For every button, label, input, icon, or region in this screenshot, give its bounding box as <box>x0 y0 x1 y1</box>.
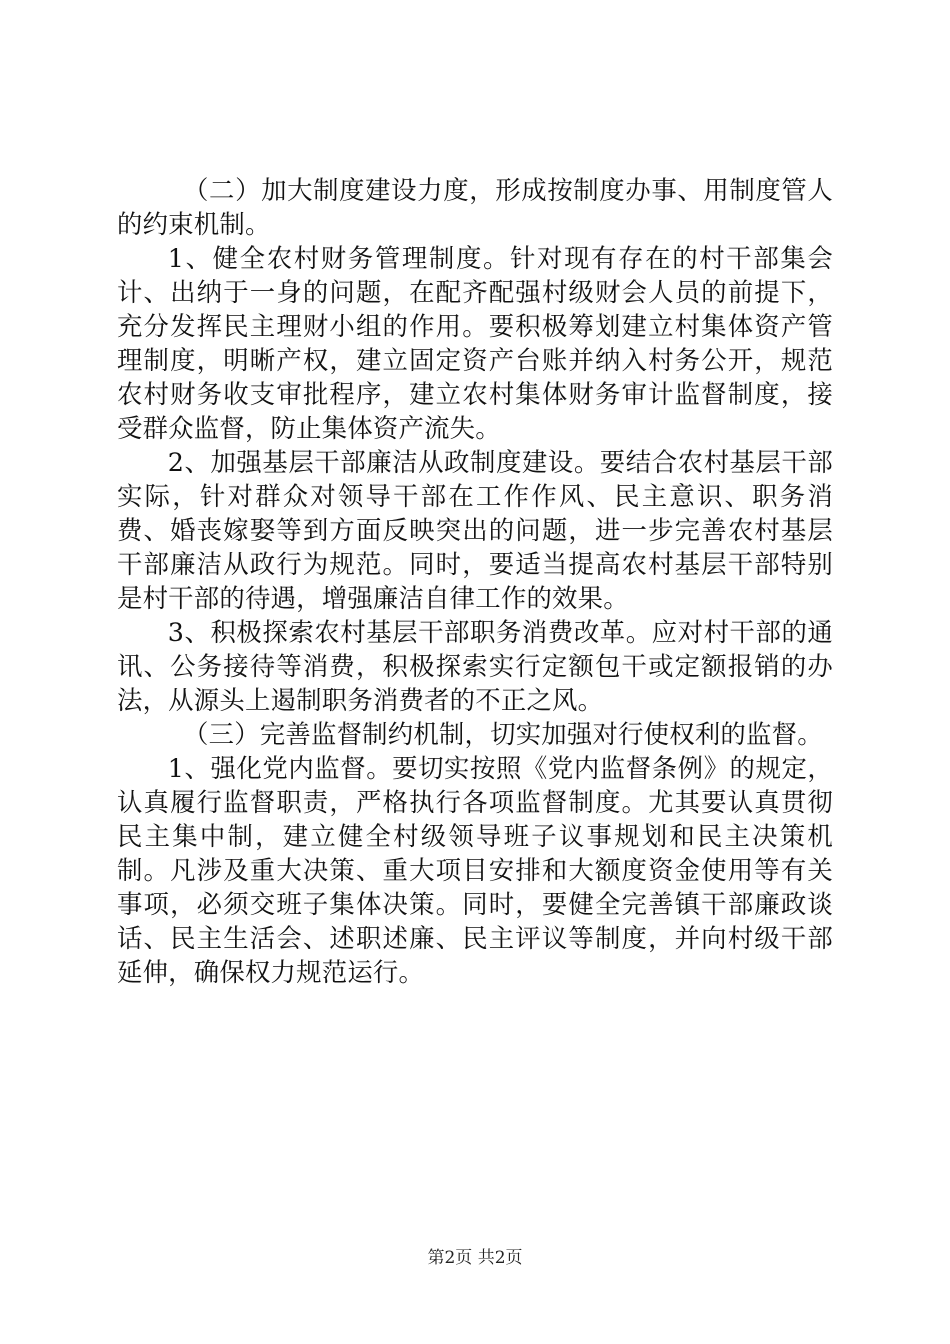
section-heading-two: （二）加大制度建设力度，形成按制度办事、用制度管人的约束机制。 <box>117 175 833 239</box>
paragraph-consumption-reform: 3、积极探索农村基层干部职务消费改革。应对村干部的通讯、公务接待等消费，积极探索实行定额包干或定额报销的办法，从源头上遏制职务消费者的不正之风。 <box>117 617 833 715</box>
document-body <box>117 173 833 989</box>
section-heading-three: （三）完善监督制约机制，切实加强对行使权利的监督。 <box>183 719 823 749</box>
paragraph-finance-system: 1、健全农村财务管理制度。针对现有存在的村干部集会计、出纳于一身的问题，在配齐配强村级财会人员的前提下，充分发挥民主理财小组的作用。要积极筹划建立村集体资产管理制度，明晰产权，建立固定资产台账并纳入村务公开，规范农村财务收支审批程序，建立农村集体财务审计监督制度，接受群众监督，防止集体资产流失。 <box>117 243 833 443</box>
paragraph-party-supervision: 1、强化党内监督。要切实按照《党内监督条例》的规定，认真履行监督职责，严格执行各项监督制度。尤其要认真贯彻民主集中制，建立健全村级领导班子议事规划和民主决策机制。凡涉及重大决策、重大项目安排和大额度资金使用等有关事项，必须交班子集体决策。同时，要健全完善镇干部廉政谈话、民主生活会、述职述廉、民主评议等制度，并向村级干部延伸，确保权力规范运行。 <box>117 753 833 987</box>
paragraph-integrity-system: 2、加强基层干部廉洁从政制度建设。要结合农村基层干部实际，针对群众对领导干部在工作作风、民主意识、职务消费、婚丧嫁娶等到方面反映突出的问题，进一步完善农村基层干部廉洁从政行为规范。同时，要适当提高农村基层干部特别是村干部的待遇，增强廉洁自律工作的效果。 <box>117 447 833 613</box>
page-number-footer: 第2页 共2页 <box>427 1248 523 1268</box>
